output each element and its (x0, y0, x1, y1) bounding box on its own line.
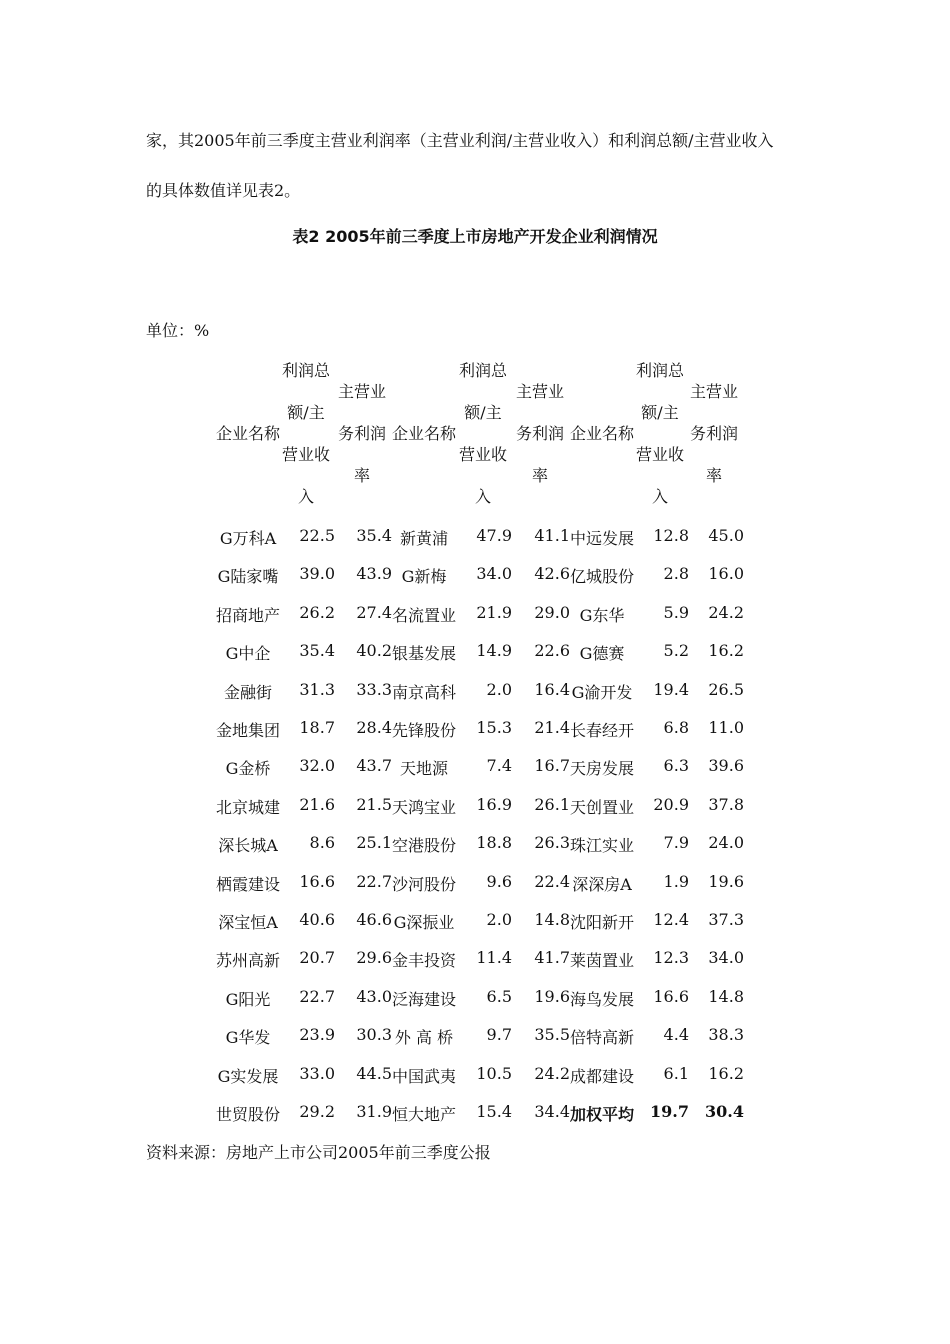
table-unit: 单位：% (146, 321, 210, 340)
profit-ratio-cell: 12.4 (653, 910, 689, 929)
company-name-cell: 苏州高新 (215, 951, 280, 971)
margin-cell: 26.5 (708, 679, 744, 699)
profit-ratio-cell: 11.4 (476, 948, 512, 968)
margin-cell: 43.7 (356, 756, 392, 776)
table-row (0, 756, 950, 780)
margin-cell: 35.4 (356, 526, 392, 545)
margin-cell: 16.2 (708, 641, 744, 661)
header-profit-ratio (454, 360, 512, 507)
profit-ratio-cell: 35.4 (299, 641, 335, 661)
header-profit-ratio-line: 入 (474, 487, 491, 506)
header-profit-ratio-line: 额/主 (641, 403, 679, 422)
company-name-cell: 空港股份 (391, 836, 456, 856)
company-name-cell: 天地源 (399, 759, 448, 779)
margin-cell: 16.4 (534, 679, 570, 699)
profit-ratio-cell: 18.8 (476, 833, 512, 853)
company-name-cell: 金丰投资 (391, 951, 456, 971)
company-name-cell: G万科A (219, 529, 277, 548)
company-name-cell: 外 高 桥 (394, 1028, 454, 1048)
company-name-cell: 珠江实业 (569, 836, 634, 856)
header-profit-ratio-line: 入 (297, 487, 314, 506)
profit-ratio-cell: 40.6 (299, 910, 335, 929)
profit-ratio-cell: 4.4 (663, 1025, 689, 1045)
company-name-cell: G德赛 (579, 644, 625, 664)
header-profit-ratio-line: 入 (651, 487, 668, 506)
table-row (0, 1102, 950, 1126)
margin-cell: 22.6 (534, 641, 570, 661)
margin-cell: 21.5 (356, 794, 392, 814)
table-row (0, 718, 950, 742)
margin-cell: 28.4 (356, 718, 392, 737)
profit-ratio-cell: 34.0 (476, 564, 512, 584)
profit-ratio-cell: 6.5 (486, 986, 512, 1006)
margin-cell: 26.1 (534, 794, 570, 814)
margin-cell: 41.7 (534, 948, 570, 968)
profit-ratio-cell: 22.5 (299, 526, 335, 545)
company-name-cell: 天房发展 (569, 759, 634, 779)
header-margin-line: 主营业 (515, 382, 564, 401)
margin-cell: 19.6 (534, 986, 570, 1006)
company-name-cell: 长春经开 (569, 721, 634, 740)
company-name-cell: 天创置业 (569, 797, 634, 817)
profit-ratio-cell: 47.9 (476, 526, 512, 545)
company-name-cell: 沈阳新开 (569, 913, 634, 932)
profit-ratio-cell: 33.0 (299, 1063, 335, 1083)
margin-cell: 43.9 (356, 564, 392, 584)
company-name-cell: 金融街 (223, 682, 272, 702)
margin-cell: 38.3 (708, 1025, 744, 1045)
header-main-business-margin (684, 381, 744, 486)
margin-cell: 37.8 (708, 794, 744, 814)
company-name-cell: 深宝恒A (218, 913, 278, 932)
margin-cell: 22.7 (356, 871, 392, 891)
company-name-cell: G华发 (225, 1028, 271, 1048)
margin-cell: 16.0 (708, 564, 744, 584)
company-name-cell: 沙河股份 (391, 874, 456, 894)
profit-ratio-cell: 16.9 (476, 794, 512, 814)
profit-ratio-cell: 32.0 (299, 756, 335, 776)
company-name-cell: G金桥 (225, 759, 271, 779)
profit-ratio-cell: 18.7 (299, 718, 335, 737)
profit-ratio-cell: 29.2 (299, 1102, 335, 1121)
profit-ratio-cell: 26.2 (299, 602, 335, 622)
company-name-cell: 世贸股份 (215, 1105, 280, 1124)
company-name-cell: 北京城建 (215, 797, 280, 817)
margin-cell: 16.2 (708, 1063, 744, 1083)
profit-ratio-cell: 5.9 (663, 602, 689, 622)
margin-cell: 22.4 (534, 871, 570, 891)
table-row (0, 1064, 950, 1088)
company-name-cell: 新黄浦 (399, 529, 448, 548)
margin-cell: 31.9 (356, 1102, 392, 1121)
company-name-cell: 加权平均 (569, 1105, 634, 1124)
table-row (0, 948, 950, 972)
company-name-cell: G实发展 (217, 1066, 279, 1086)
margin-cell: 30.4 (705, 1102, 744, 1121)
company-name-cell: G东华 (579, 605, 625, 625)
header-profit-ratio-line: 利润总 (281, 361, 330, 380)
profit-ratio-cell: 20.9 (653, 794, 689, 814)
margin-cell: 42.6 (534, 564, 570, 584)
margin-cell: 24.0 (708, 833, 744, 853)
profit-ratio-cell: 22.7 (299, 986, 335, 1006)
profit-ratio-cell: 31.3 (299, 679, 335, 699)
header-margin-line: 率 (531, 466, 548, 485)
profit-ratio-cell: 12.8 (653, 526, 689, 545)
table-row (0, 987, 950, 1011)
margin-cell: 25.1 (356, 833, 392, 853)
profit-ratio-cell: 9.7 (486, 1025, 512, 1045)
profit-ratio-cell: 5.2 (663, 641, 689, 661)
profit-ratio-cell: 6.8 (663, 718, 689, 737)
profit-ratio-cell: 19.7 (650, 1102, 689, 1121)
table-row (0, 872, 950, 896)
margin-cell: 11.0 (708, 718, 744, 737)
table-row (0, 910, 950, 934)
profit-ratio-cell: 15.4 (476, 1102, 512, 1121)
intro-paragraph-line1: 家，其2005年前三季度主营业利润率（主营业利润/主营业收入）和利润总额/主营业收入 (146, 131, 774, 150)
margin-cell: 21.4 (534, 718, 570, 737)
header-margin-line: 主营业 (337, 382, 386, 401)
header-profit-ratio-line: 营业收 (281, 445, 330, 464)
margin-cell: 40.2 (356, 641, 392, 661)
margin-cell: 24.2 (708, 602, 744, 622)
margin-cell: 30.3 (356, 1025, 392, 1045)
header-profit-ratio-line: 营业收 (635, 445, 684, 464)
table-row (0, 680, 950, 704)
profit-ratio-cell: 10.5 (476, 1063, 512, 1083)
company-name-cell: 成都建设 (569, 1066, 634, 1086)
margin-cell: 33.3 (356, 679, 392, 699)
table-row (0, 564, 950, 588)
company-name-cell: 栖霞建设 (215, 874, 280, 894)
margin-cell: 16.7 (534, 756, 570, 776)
company-name-cell: G中企 (225, 644, 271, 664)
company-name-cell: 金地集团 (215, 721, 280, 740)
header-profit-ratio-line: 利润总 (635, 361, 684, 380)
header-margin-line: 率 (353, 466, 370, 485)
profit-ratio-cell: 21.9 (476, 602, 512, 622)
profit-ratio-cell: 21.6 (299, 794, 335, 814)
profit-ratio-cell: 16.6 (653, 986, 689, 1006)
header-profit-ratio-line: 营业收 (458, 445, 507, 464)
header-company-name: 企业名称 (391, 424, 456, 443)
header-company-name: 企业名称 (569, 424, 634, 443)
header-margin-line: 主营业 (689, 382, 738, 401)
margin-cell: 44.5 (356, 1063, 392, 1083)
table-row (0, 641, 950, 665)
company-name-cell: 名流置业 (391, 605, 456, 625)
profit-ratio-cell: 9.6 (486, 871, 512, 891)
table-row (0, 526, 950, 550)
profit-ratio-cell: 39.0 (299, 564, 335, 584)
table-row (0, 795, 950, 819)
company-name-cell: 南京高科 (391, 682, 456, 702)
intro-paragraph-line2: 的具体数值详见表2。 (146, 181, 301, 200)
company-name-cell: 银基发展 (391, 644, 456, 664)
margin-cell: 41.1 (534, 526, 570, 545)
header-margin-line: 率 (705, 466, 722, 485)
margin-cell: 27.4 (356, 602, 392, 622)
company-name-cell: 海鸟发展 (569, 989, 634, 1009)
company-name-cell: 倍特高新 (569, 1028, 634, 1048)
margin-cell: 24.2 (534, 1063, 570, 1083)
profit-ratio-cell: 6.3 (663, 756, 689, 776)
header-profit-ratio (277, 360, 335, 507)
company-name-cell: 中远发展 (569, 529, 634, 548)
company-name-cell: 天鸿宝业 (391, 797, 456, 817)
header-margin-line: 务利润 (689, 424, 738, 443)
header-margin-line: 务利润 (515, 424, 564, 443)
header-profit-ratio-line: 额/主 (464, 403, 502, 422)
table-title: 表2 2005年前三季度上市房地产开发企业利润情况 (292, 227, 658, 246)
company-name-cell: 先锋股份 (391, 721, 456, 740)
profit-ratio-cell: 1.9 (663, 871, 689, 891)
company-name-cell: G渝开发 (571, 682, 633, 702)
header-company-name: 企业名称 (215, 424, 280, 443)
profit-ratio-cell: 6.1 (663, 1063, 689, 1083)
margin-cell: 43.0 (356, 986, 392, 1006)
header-margin-line: 务利润 (337, 424, 386, 443)
company-name-cell: 招商地产 (215, 605, 280, 625)
profit-ratio-cell: 7.4 (486, 756, 512, 776)
company-name-cell: G陆家嘴 (217, 567, 279, 587)
table-row (0, 603, 950, 627)
profit-ratio-cell: 8.6 (309, 833, 335, 853)
company-name-cell: 恒大地产 (391, 1105, 456, 1124)
margin-cell: 34.0 (708, 948, 744, 968)
margin-cell: 37.3 (708, 910, 744, 929)
margin-cell: 34.4 (534, 1102, 570, 1121)
profit-ratio-cell: 23.9 (299, 1025, 335, 1045)
margin-cell: 39.6 (708, 756, 744, 776)
company-name-cell: G深振业 (393, 913, 455, 932)
company-name-cell: G新梅 (401, 567, 447, 587)
margin-cell: 26.3 (534, 833, 570, 853)
margin-cell: 29.0 (534, 602, 570, 622)
profit-ratio-cell: 20.7 (299, 948, 335, 968)
margin-cell: 29.6 (356, 948, 392, 968)
margin-cell: 46.6 (356, 910, 392, 929)
table-source: 资料来源：房地产上市公司2005年前三季度公报 (146, 1143, 491, 1162)
margin-cell: 45.0 (708, 526, 744, 545)
profit-ratio-cell: 2.0 (486, 910, 512, 929)
profit-ratio-cell: 15.3 (476, 718, 512, 737)
company-name-cell: 深深房A (572, 874, 632, 894)
header-profit-ratio-line: 额/主 (287, 403, 325, 422)
margin-cell: 14.8 (708, 986, 744, 1006)
profit-ratio-cell: 14.9 (476, 641, 512, 661)
company-name-cell: 莱茵置业 (569, 951, 634, 971)
profit-ratio-cell: 19.4 (653, 679, 689, 699)
profit-ratio-cell: 2.8 (663, 564, 689, 584)
table-row (0, 833, 950, 857)
header-profit-ratio (631, 360, 689, 507)
company-name-cell: G阳光 (225, 989, 271, 1009)
margin-cell: 35.5 (534, 1025, 570, 1045)
profit-ratio-cell: 2.0 (486, 679, 512, 699)
profit-ratio-cell: 12.3 (653, 948, 689, 968)
company-name-cell: 泛海建设 (391, 989, 456, 1009)
company-name-cell: 中国武夷 (391, 1066, 456, 1086)
table-row (0, 1025, 950, 1049)
header-profit-ratio-line: 利润总 (458, 361, 507, 380)
company-name-cell: 深长城A (218, 836, 278, 856)
profit-ratio-cell: 16.6 (299, 871, 335, 891)
margin-cell: 19.6 (708, 871, 744, 891)
margin-cell: 14.8 (534, 910, 570, 929)
company-name-cell: 亿城股份 (569, 567, 634, 587)
profit-ratio-cell: 7.9 (663, 833, 689, 853)
